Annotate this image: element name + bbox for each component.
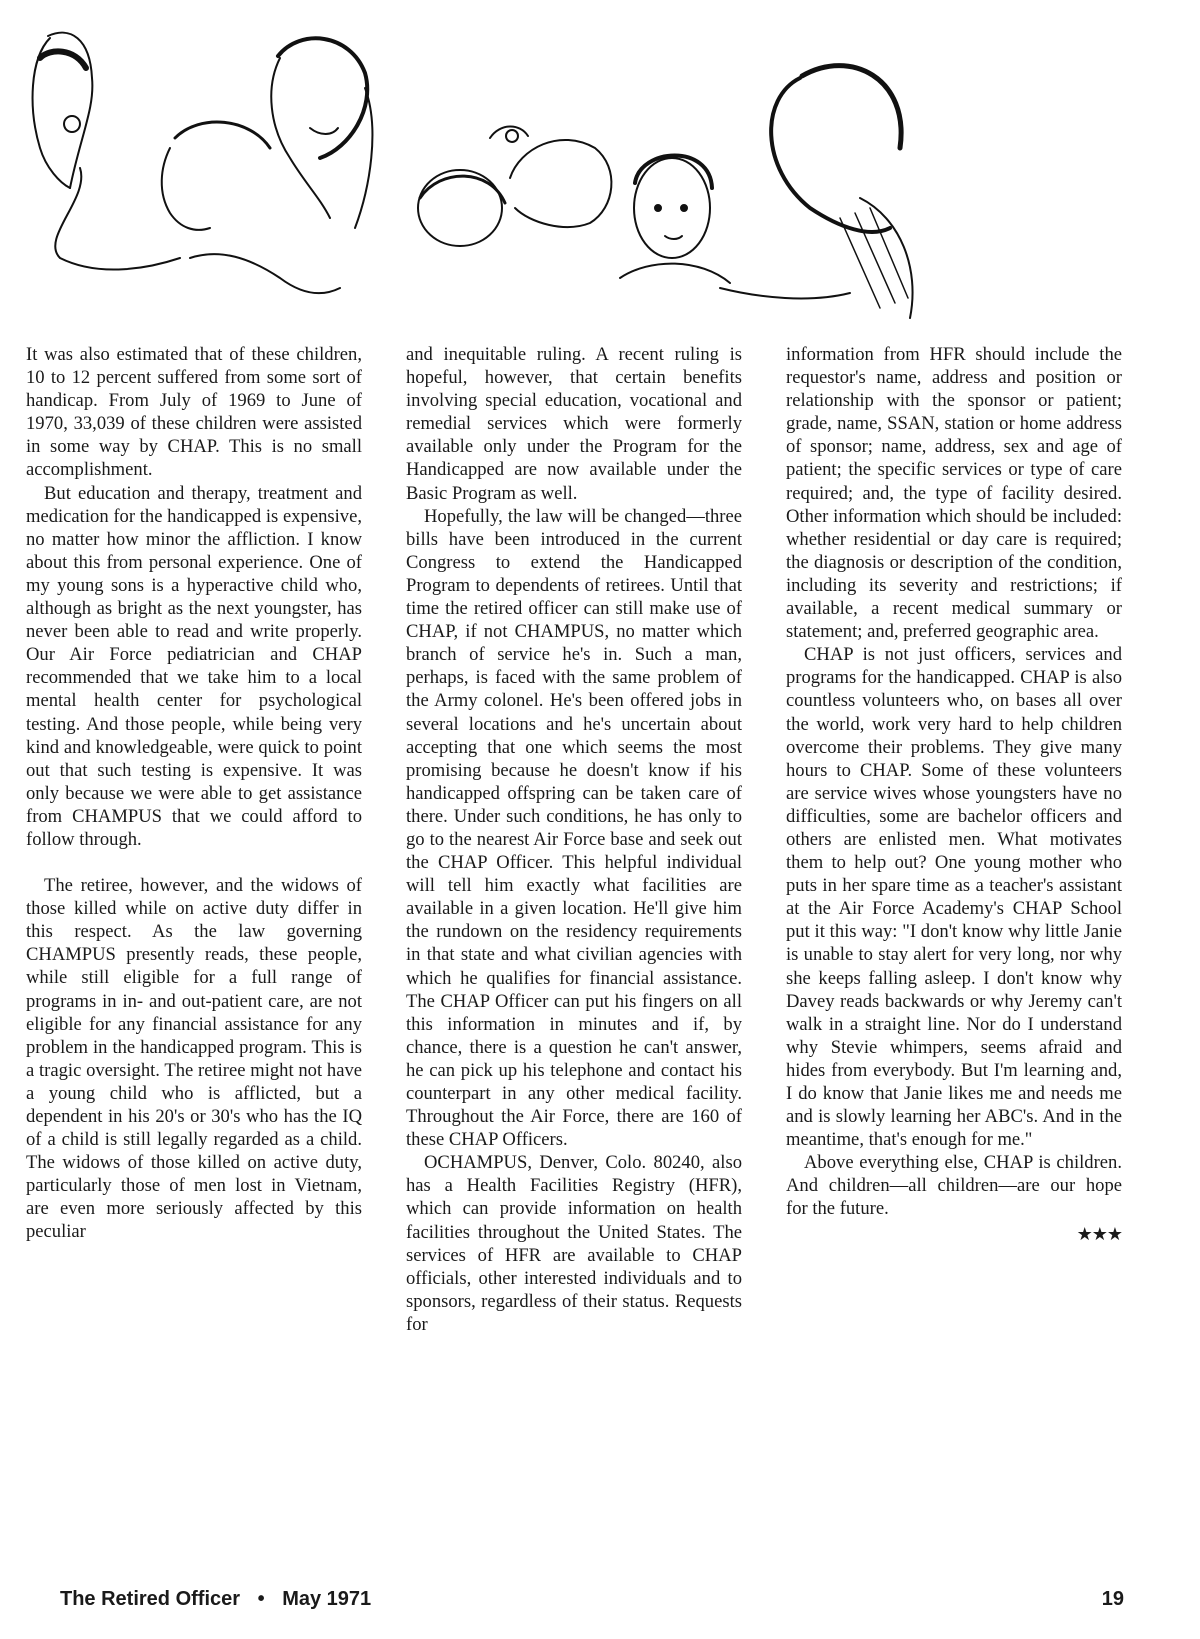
publication-title: The Retired Officer: [60, 1588, 241, 1610]
footer-credit: [60, 1588, 371, 1611]
article-column-3: [786, 343, 1122, 1246]
paragraph: It was also estimated that of these children, 10 to 12 percent suffered from some sort of handicap. From July of 1969 to June of 1970, 33,039 of these children were assisted in some way by CHAP. This is no small accomplishment.: [26, 344, 362, 481]
page-footer: [60, 1588, 1124, 1611]
children-sketch-illustration: [20, 18, 1000, 336]
paragraph: Above everything else, CHAP is children. And children—all children—are our hope for the future.: [786, 1152, 1122, 1220]
footer-separator: •: [257, 1588, 265, 1610]
page-number: 19: [1101, 1588, 1124, 1610]
paragraph: information from HFR should include the requestor's name, address and position or relationship with the sponsor or patient; grade, name, SSAN, station or home address of sponsor; name, address, sex and age of patient; the specific services or type of care required; and, the type of facility desired. Other information which should be included: whether residential or day care is required; the diagnosis or description of the condition, including its severity and restrictions; if available, a recent medical summary or statement; and, preferred geographic area.: [786, 344, 1122, 643]
paragraph: But education and therapy, treatment and medication for the handicapped is expensive, no matter how minor the affliction. I know about this from personal experience. One of my young sons is a hyperactive child who, although as bright as the next youngster, has never been able to read and write properly. Our Air Force pediatrician and CHAP recommended that we take him to a local mental health center for psychological testing. And those people, while being very kind and knowledgeable, were quick to point out that such testing is expensive. It was only because we were able to get assistance from CHAMPUS that we could afford to follow through.: [26, 482, 362, 850]
paragraph: The retiree, however, and the widows of those killed while on active duty differ in this respect. As the law governing CHAMPUS presently reads, these people, while still eligible for a full range of programs in in- and out-patient care, are not eligible for any financial assistance for any problem in the handicapped program. This is a tragic oversight. The retiree might not have a young child who is afflicted, but a dependent in his 20's or 30's who has the IQ of a child is still legally regarded as a child. The widows of those killed on active duty, particularly those of men lost in Vietnam, are even more seriously affected by this peculiar: [26, 875, 362, 1243]
paragraph: and inequitable ruling. A recent ruling is hopeful, however, that certain benefits involving special education, vocational and remedial services which were formerly available only under the Program for the Handicapped are now available under the Basic Program as well.: [406, 344, 742, 504]
article-column-2: [406, 343, 742, 1336]
paragraph: OCHAMPUS, Denver, Colo. 80240, also has a Health Facilities Registry (HFR), which can provide information on health facilities throughout the United States. The services of HFR are available to CHAP officials, other interested individuals and to sponsors, regardless of their status. Requests for: [406, 1152, 742, 1335]
issue-date: May 1971: [282, 1588, 372, 1610]
end-mark: ★★★: [1076, 1223, 1122, 1244]
paragraph: Hopefully, the law will be changed—three bills have been introduced in the current Congress to extend the Handicapped Program to dependents of retirees. Until that time the retired officer can still make use of CHAP, if not CHAMPUS, no matter which branch of service he's in. Such a man, perhaps, is faced with the same problem of the Army colonel. He's been offered jobs in several locations and he's uncertain about accepting that one which seems the most promising because he doesn't know if his handicapped offspring can be taken care of there. Under such conditions, he has only to go to the nearest Air Force base and seek out the CHAP Officer. This helpful individual will tell him exactly what facilities are available in a given location. He'll give him the rundown on the residency requirements in that state and what civilian agencies with which he qualifies for financial assistance. The CHAP Officer can put his fingers on all this information in minutes and if, by chance, there is a question he can't answer, he can pick up his telephone and contact his counterpart in any other medical facility. Throughout the Air Force, there are 160 of these CHAP Officers.: [406, 505, 742, 1151]
header-illustration: [20, 18, 1000, 336]
article-column-1: [26, 343, 362, 1244]
paragraph: CHAP is not just officers, services and programs for the handicapped. CHAP is also countless volunteers who, on bases all over the world, work very hard to help children overcome their problems. They give many hours to CHAP. Some of these volunteers are service wives whose youngsters have no difficulties, some are bachelor officers and others are enlisted men. What motivates them to help out? One young mother who puts in her spare time as a teacher's assistant at the Air Force Academy's CHAP School put it this way: "I don't know why little Janie is unable to stay alert for very long, nor why she keeps falling asleep. I don't know why Davey reads backwards or why Jeremy can't walk in a straight line. Nor do I understand why Stevie whimpers, seems afraid and hides from everybody. But I'm learning and, I do know that Janie likes me and needs me and is slowly learning her ABC's. And in the meantime, that's enough for me.": [786, 644, 1122, 1151]
